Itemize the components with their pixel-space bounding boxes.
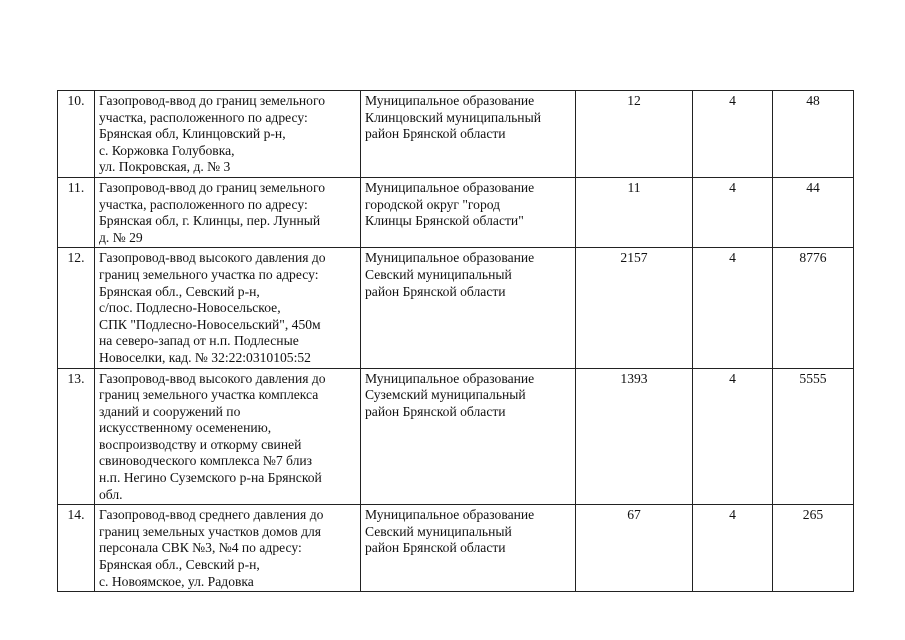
object-description-line: на северо-запад от н.п. Подлесные: [99, 333, 299, 349]
object-description-line: искусственному осеменению,: [99, 420, 272, 436]
object-description-line: Брянская обл, Клинцовский р-н,: [99, 126, 286, 142]
object-description-line: Брянская обл., Севский р-н,: [99, 283, 260, 299]
owner-line: Севский муниципальный: [365, 266, 512, 282]
owner-line: Муниципальное образование: [365, 370, 535, 386]
owner-line: Муниципальное образование: [365, 250, 535, 266]
object-description-line: Газопровод-ввод до границ земельного: [99, 93, 326, 108]
total-value: 48: [773, 91, 854, 178]
owner-municipality: [361, 91, 576, 178]
factor-value: 4: [693, 505, 773, 592]
factor-value: 4: [693, 248, 773, 368]
object-description-line: с/пос. Подлесно-Новосельское,: [99, 300, 281, 316]
object-description-line: воспроизводству и откорму свиней: [99, 436, 302, 452]
length-value: 11: [576, 177, 693, 247]
row-number: 13.: [58, 368, 95, 505]
object-description-line: Газопровод-ввод среднего давления до: [99, 507, 324, 523]
table-row: [58, 177, 854, 247]
object-description-line: границ земельного участка по адресу:: [99, 266, 319, 282]
owner-line: Муниципальное образование: [365, 507, 535, 523]
owner-line: Клинцы Брянской области": [365, 213, 524, 229]
object-description-line: н.п. Негино Суземского р-на Брянской: [99, 470, 322, 486]
object-description: [95, 248, 361, 368]
owner-line: Муниципальное образование: [365, 93, 535, 108]
row-number: 12.: [58, 248, 95, 368]
owner-line: Клинцовский муниципальный: [365, 109, 541, 125]
owner-line: район Брянской области: [365, 283, 506, 299]
object-description-line: ул. Покровская, д. № 3: [99, 159, 231, 175]
object-description-line: с. Новоямское, ул. Радовка: [99, 573, 254, 589]
length-value: 12: [576, 91, 693, 178]
owner-line: городской округ "город: [365, 196, 501, 212]
factor-value: 4: [693, 177, 773, 247]
factor-value: 4: [693, 91, 773, 178]
object-description: [95, 177, 361, 247]
object-description-line: Газопровод-ввод высокого давления до: [99, 370, 326, 386]
object-description-line: свиноводческого комплекса №7 близ: [99, 453, 313, 469]
length-value: 1393: [576, 368, 693, 505]
row-number: 11.: [58, 177, 95, 247]
object-description-line: Новоселки, кад. № 32:22:0310105:52: [99, 349, 311, 365]
registry-table-body: [58, 91, 854, 592]
object-description: [95, 505, 361, 592]
object-description: [95, 368, 361, 505]
object-description-line: д. № 29: [99, 229, 143, 245]
object-description-line: обл.: [99, 486, 123, 502]
total-value: 44: [773, 177, 854, 247]
object-description-line: Газопровод-ввод до границ земельного: [99, 179, 326, 195]
object-description-line: участка, расположенного по адресу:: [99, 196, 308, 212]
object-description-line: с. Коржовка Голубовка,: [99, 142, 235, 158]
length-value: 2157: [576, 248, 693, 368]
table-row: [58, 248, 854, 368]
total-value: 8776: [773, 248, 854, 368]
object-description-line: СПК "Подлесно-Новосельский", 450м: [99, 316, 321, 332]
total-value: 265: [773, 505, 854, 592]
row-number: 10.: [58, 91, 95, 178]
object-description-line: персонала СВК №3, №4 по адресу:: [99, 540, 302, 556]
length-value: 67: [576, 505, 693, 592]
owner-line: Суземский муниципальный: [365, 387, 526, 403]
owner-municipality: [361, 177, 576, 247]
table-row: [58, 505, 854, 592]
owner-line: район Брянской области: [365, 403, 506, 419]
factor-value: 4: [693, 368, 773, 505]
owner-municipality: [361, 368, 576, 505]
object-description-line: Брянская обл, г. Клинцы, пер. Лунный: [99, 213, 321, 229]
total-value: 5555: [773, 368, 854, 505]
object-description-line: зданий и сооружений по: [99, 403, 241, 419]
object-description-line: Брянская обл., Севский р-н,: [99, 557, 260, 573]
object-description: [95, 91, 361, 178]
object-description-line: границ земельного участка комплекса: [99, 387, 319, 403]
owner-line: Севский муниципальный: [365, 523, 512, 539]
owner-municipality: [361, 505, 576, 592]
owner-line: район Брянской области: [365, 540, 506, 556]
table-row: [58, 91, 854, 178]
table-row: [58, 368, 854, 505]
owner-line: Муниципальное образование: [365, 179, 535, 195]
object-description-line: границ земельных участков домов для: [99, 523, 322, 539]
object-description-line: участка, расположенного по адресу:: [99, 109, 308, 125]
owner-municipality: [361, 248, 576, 368]
row-number: 14.: [58, 505, 95, 592]
object-description-line: Газопровод-ввод высокого давления до: [99, 250, 326, 266]
registry-table: [57, 90, 854, 592]
owner-line: район Брянской области: [365, 126, 506, 142]
